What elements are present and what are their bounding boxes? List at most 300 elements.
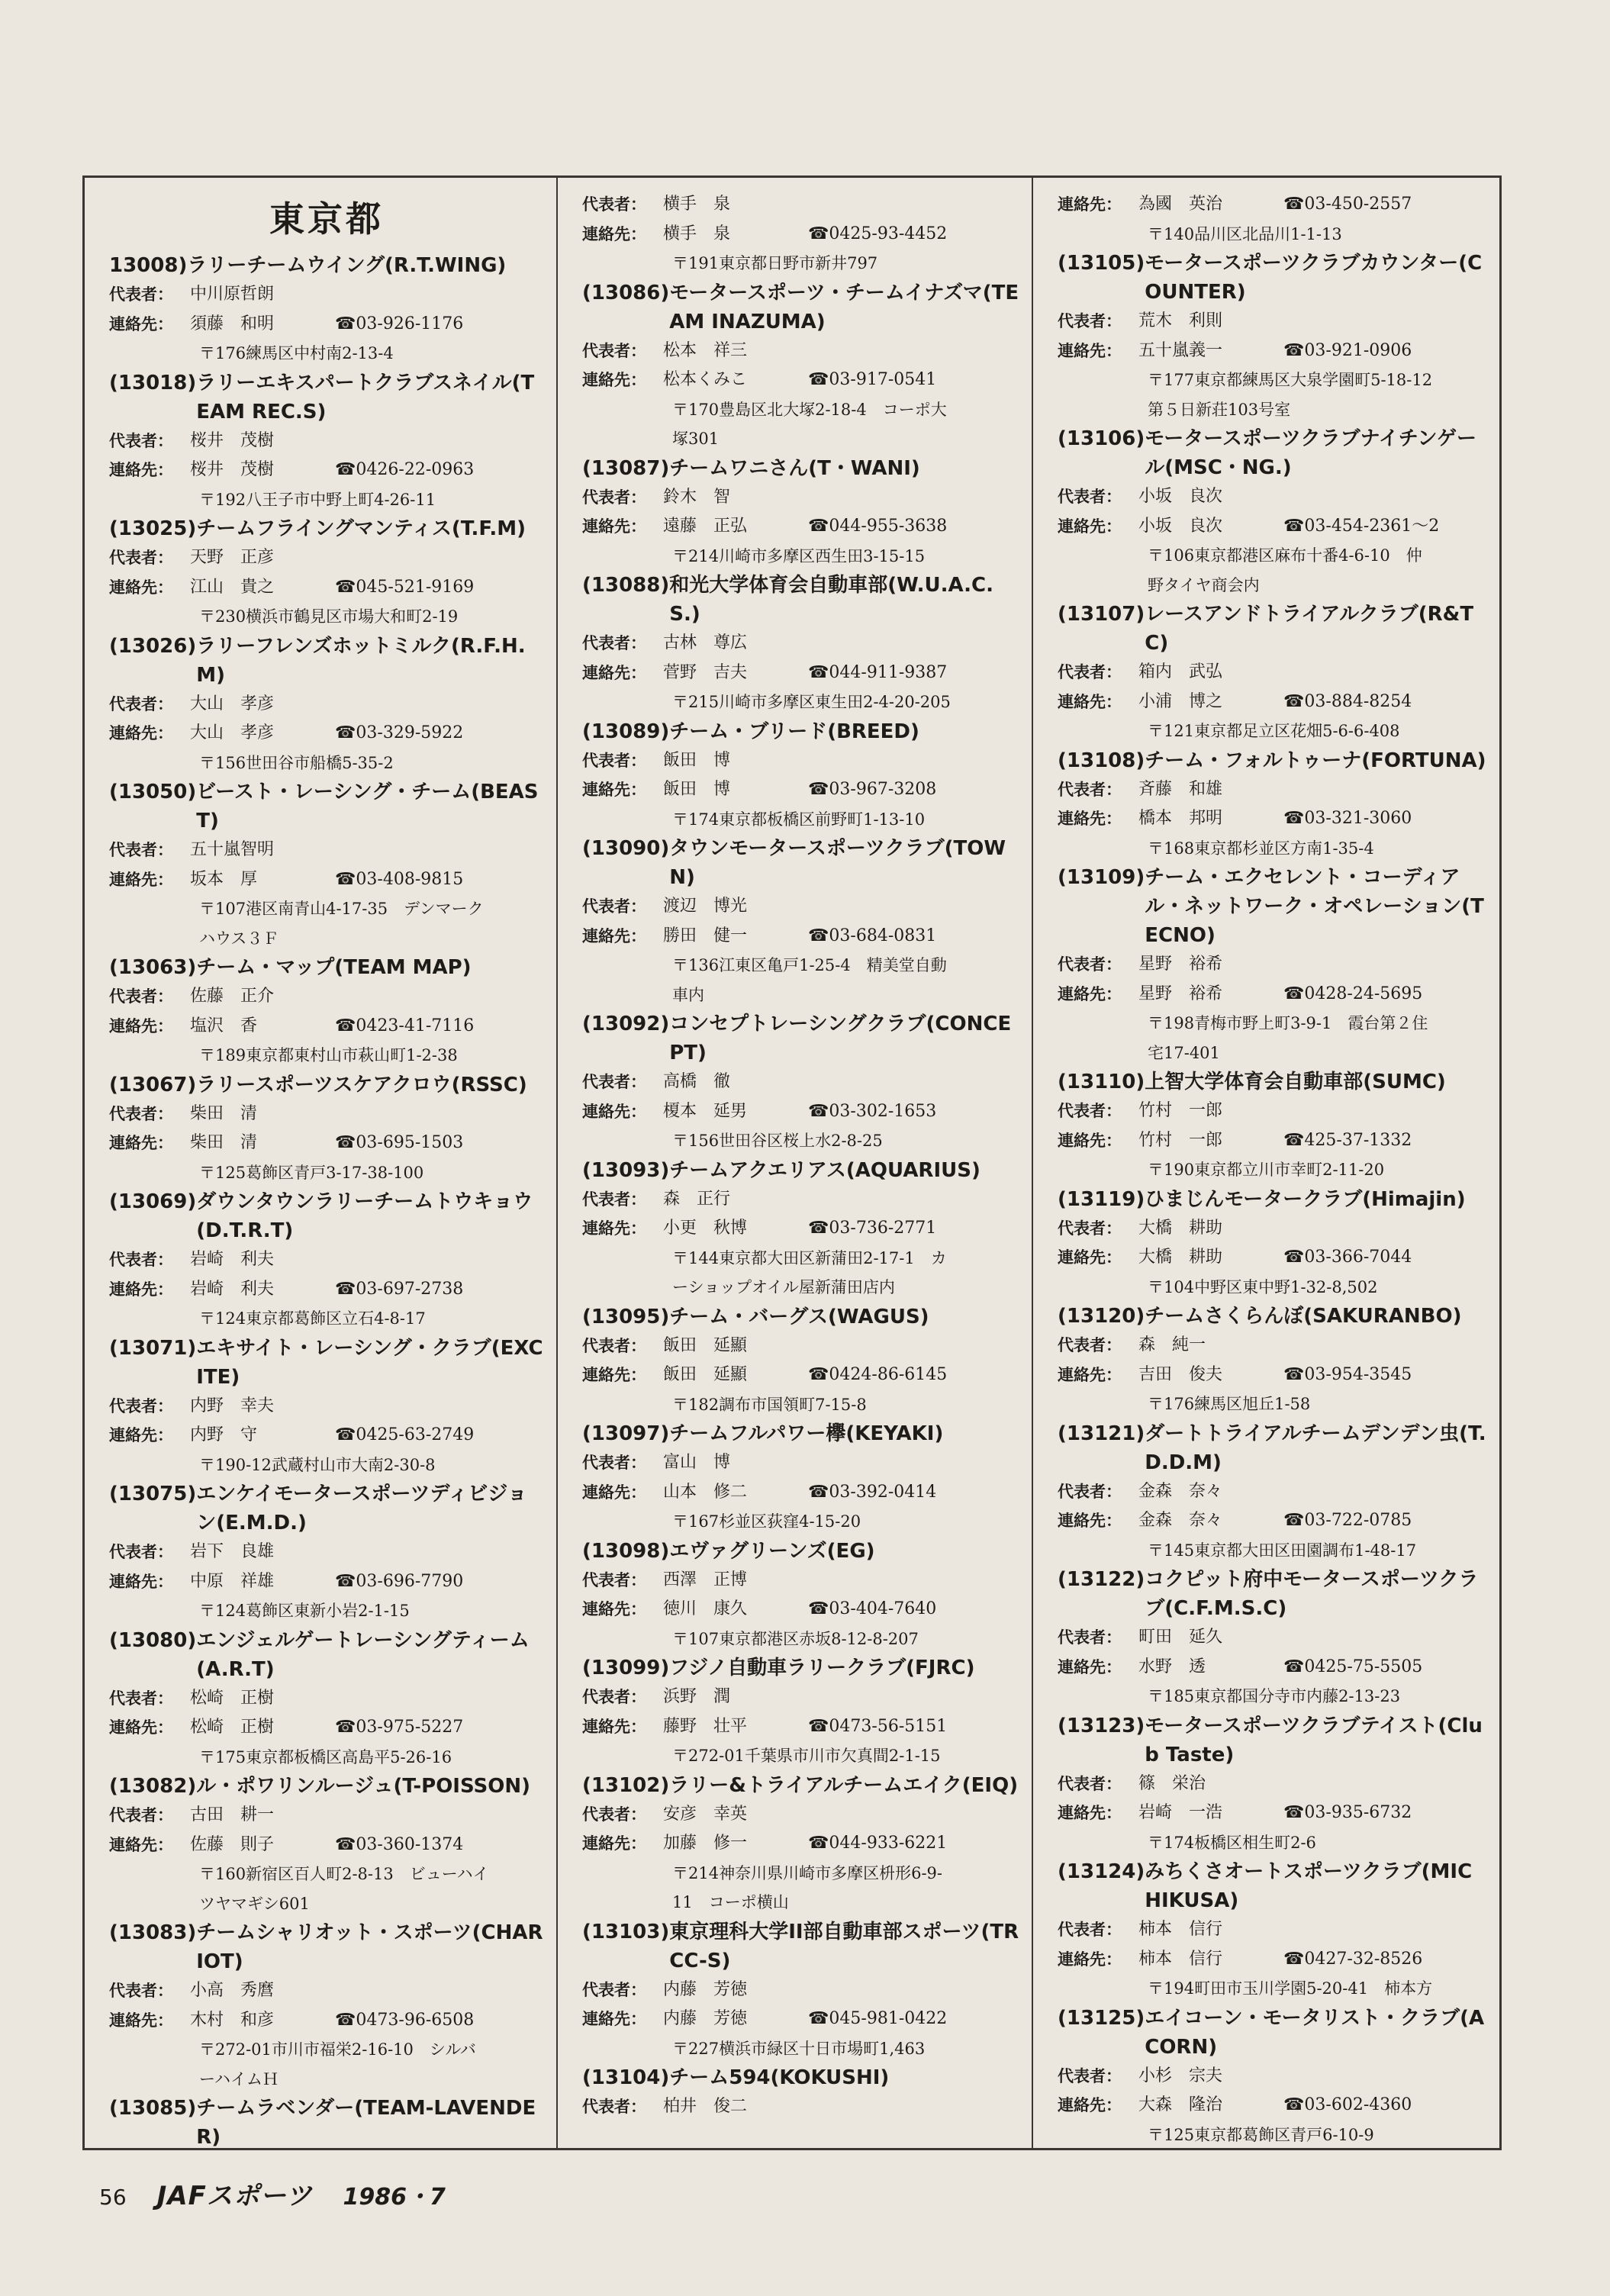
representative-label: 代表者： [109,1251,173,1269]
contact-phone: ☎03-404-7640 [808,1599,937,1618]
club-entry [109,369,544,515]
representative-row [582,1332,1019,1361]
contact-row [109,1713,544,1743]
contact-row [582,775,1019,805]
contact-label: 連絡先： [109,1835,173,1854]
club-heading [109,1480,544,1538]
contact-phone: ☎03-975-5227 [335,1718,464,1737]
club-code: (13124) [1058,1860,1145,1883]
contact-name: 大森 隆治 [1138,2095,1223,2114]
club-name: ダートトライアルチームデンデン虫(T.D.D.M) [1145,1422,1486,1474]
club-entry [109,1071,544,1188]
contact-label: 連絡先： [582,224,646,243]
club-name: ル・ポワリンルージュ(T-POISSON) [196,1775,530,1798]
club-heading [109,514,544,543]
club-entry [582,1537,1019,1654]
representative-name: 大山 孝彦 [190,694,275,713]
club-heading [1058,600,1487,658]
contact-row [109,865,544,895]
club-entry [1058,1712,1487,1858]
club-heading [109,1626,544,1684]
contact-name: 坂本 厚 [190,869,258,889]
contact-row [1058,2091,1487,2120]
contact-row [109,310,544,340]
contact-phone: ☎03-696-7790 [335,1571,464,1591]
representative-label: 代表者： [582,1336,646,1355]
contact-name: 大山 孝彦 [190,723,275,742]
club-heading [109,2094,544,2148]
representative-name: 松崎 正樹 [190,1688,275,1708]
club-name: タウンモータースポーツクラブ(TOWN) [669,837,1006,889]
contact-row [1058,1361,1487,1390]
representative-name: 飯田 博 [663,750,731,770]
contact-row [582,1478,1019,1508]
contact-address: ーハイムＨ [199,2069,279,2088]
representative-name: 高橋 徹 [663,1072,731,1091]
representative-row [582,1566,1019,1596]
contact-address: 〒194町田市玉川学園5-20-41 柿本方 [1148,1979,1433,1998]
representative-name: 柴田 清 [190,1103,258,1123]
club-code: (13109) [1058,866,1145,889]
contact-name: 勝田 健一 [663,926,748,945]
representative-name: 渡辺 博光 [663,897,748,916]
representative-row [109,1100,544,1129]
contact-name: 塩沢 香 [190,1016,258,1035]
representative-row [109,280,544,310]
contact-label: 連絡先： [1058,984,1122,1003]
club-entry [1058,424,1487,600]
contact-address: 〒185東京都国分寺市内藤2-13-23 [1148,1687,1401,1705]
prefecture-title: 東京都 [269,198,384,240]
representative-label: 代表者： [582,634,646,652]
representative-name: 鈴木 智 [663,487,731,507]
representative-label: 代表者： [582,2098,646,2116]
club-name: 東京理科大学II部自動車部スポーツ(TRCC-S) [669,1920,1019,1972]
representative-label: 代表者： [109,1104,173,1123]
representative-row [582,892,1019,922]
contact-address: 〒174東京都板橋区前野町1-13-10 [672,810,926,829]
contact-phone: ☎044-955-3638 [808,517,948,536]
representative-name: 五十嵐智明 [190,840,275,859]
contact-label: 連絡先： [109,724,173,742]
representative-label: 代表者： [582,488,646,507]
representative-name: 西澤 正博 [663,1570,748,1589]
contact-address: 〒191東京都日野市新井797 [672,254,878,272]
contact-row [1058,1126,1487,1156]
contact-label: 連絡先： [1058,1131,1122,1150]
contact-phone: ☎0423-41-7116 [335,1016,475,1035]
club-entry [582,2063,1019,2122]
contact-phone: ☎0426-22-0963 [335,460,475,479]
representative-name: 森 正行 [663,1189,731,1209]
contact-label: 連絡先： [582,517,646,536]
contact-phone: ☎03-926-1176 [335,314,464,333]
contact-address: 〒136江東区亀戸1-25-4 精美堂自動 [672,956,947,974]
club-entry [582,454,1019,572]
representative-label: 代表者： [582,1073,646,1091]
representative-name: 箱内 武弘 [1138,662,1223,681]
contact-label: 連絡先： [582,2010,646,2028]
club-heading [582,717,1019,746]
club-entry [109,778,544,953]
contact-label: 連絡先： [582,1366,646,1384]
contact-name: 飯田 博 [663,780,731,799]
club-heading [109,1334,544,1392]
contact-phone: ☎03-695-1503 [335,1133,464,1152]
club-code: (13026) [109,634,197,658]
representative-row [1058,1214,1487,1244]
club-name: 上智大学体育会自動車部(SUMC) [1145,1071,1446,1093]
contact-row [582,1829,1019,1859]
club-name: チームアクエリアス(AQUARIUS) [669,1158,980,1182]
club-entry [582,717,1019,835]
club-code: (13086) [582,281,670,304]
contact-row [109,573,544,603]
contact-address: 〒174板橋区相生町2-6 [1148,1833,1316,1852]
contact-address: 〒121東京都足立区花畑5-6-6-408 [1148,722,1400,740]
club-heading [109,632,544,690]
club-entry [1058,863,1487,1067]
club-code: (13120) [1058,1305,1145,1328]
club-name: エキサイト・レーシング・クラブ(EXCITE) [196,1336,543,1389]
representative-row [1058,2062,1487,2092]
representative-label: 代表者： [582,341,646,360]
club-entry [109,1918,544,2094]
club-entry [582,1156,1019,1303]
contact-phone: ☎045-521-9169 [335,577,475,597]
club-name: チーム・マップ(TEAM MAP) [196,956,472,979]
contact-phone: ☎03-408-9815 [335,869,464,889]
club-code: (13089) [582,720,670,743]
contact-address: 〒198青梅市野上町3-9-1 霞台第２住 [1148,1014,1428,1032]
contact-name: 松本くみこ [663,370,748,389]
club-name: ラリーチームウイング(R.T.WING) [187,254,507,277]
club-code: (13122) [1058,1568,1145,1591]
contact-name: 竹村 一郎 [1138,1130,1223,1150]
representative-name: 内野 幸夫 [190,1396,275,1415]
contact-address: 〒272-01市川市福栄2-16-10 シルバ [199,2040,476,2059]
club-name: ラリーフレンズホットミルク(R.F.H.M) [196,634,526,687]
contact-name: 木村 和彦 [190,2010,275,2030]
representative-label: 代表者： [582,1688,646,1706]
club-heading [1058,863,1487,950]
contact-row [582,1595,1019,1625]
contact-name: 徳川 康久 [663,1599,748,1618]
club-code: (13092) [582,1013,670,1035]
club-name: エンジェルゲートレーシングティーム(A.R.T) [196,1628,530,1681]
representative-name: 町田 延久 [1138,1628,1223,1647]
club-name: チームさくらんぼ(SAKURANBO) [1145,1305,1462,1328]
representative-row [582,1448,1019,1478]
club-name: チームシャリオット・スポーツ(CHARIOT) [196,1921,543,1973]
contact-label: 連絡先： [109,578,173,597]
club-code: (13018) [109,371,197,394]
club-code: (13050) [109,781,197,803]
club-heading [1058,2004,1487,2062]
club-name: エヴァグリーンズ(EG) [669,1539,875,1563]
contact-phone: ☎0473-56-5151 [808,1716,948,1736]
contact-phone: ☎03-454-2361～2 [1283,516,1440,536]
contact-address: 〒106東京都港区麻布十番4-6-10 仲 [1148,546,1422,565]
contact-row [582,2005,1019,2034]
representative-label: 代表者： [109,841,173,859]
club-code: (13095) [582,1305,670,1328]
representative-name: 古田 耕一 [190,1805,275,1824]
representative-row [109,982,544,1012]
club-entry [109,953,544,1071]
club-heading [582,1537,1019,1566]
contact-address: 〒124東京都葛飾区立石4-8-17 [199,1309,426,1328]
club-name: チームラベンダー(TEAM-LAVENDER) [196,2097,536,2148]
contact-address: 〒156世田谷市船橋5-35-2 [199,753,394,772]
club-heading [582,1771,1019,1800]
page-footer [99,2175,446,2212]
representative-label: 代表者： [1058,663,1122,681]
contact-name: 遠藤 正弘 [663,517,748,536]
contact-address: 〒168東京都杉並区方南1-35-4 [1148,839,1374,858]
contact-name: 小更 秋博 [663,1219,748,1238]
club-code: (13082) [109,1775,197,1798]
contact-phone: ☎0427-32-8526 [1283,1949,1423,1969]
contact-label: 連絡先： [582,1219,646,1238]
representative-row [582,1683,1019,1712]
club-heading [1058,1857,1487,1915]
contact-label: 連絡先： [109,2011,173,2030]
club-name: 和光大学体育会自動車部(W.U.A.C.S.) [669,574,993,626]
contact-address: 〒214川崎市多摩区西生田3-15-15 [672,546,926,565]
representative-label: 代表者： [109,1806,173,1824]
representative-label: 代表者： [582,1980,646,1999]
contact-label: 連絡先： [109,1280,173,1299]
representative-row [109,427,544,456]
representative-name: 小坂 良次 [1138,487,1223,506]
contact-name: 内野 守 [190,1425,258,1444]
club-name: ラリー&トライアルチームエイク(EIQ) [669,1773,1019,1797]
representative-row [582,337,1019,366]
club-code: (13090) [582,837,670,860]
club-entry [582,190,1019,279]
representative-row [1058,1096,1487,1126]
contact-label: 連絡先： [1058,1950,1122,1969]
club-name: コンセプトレーシングクラブ(CONCEPT) [669,1013,1012,1064]
contact-address: 〒170豊島区北大塚2-18-4 コーポ大 [672,400,947,419]
contact-name: 吉田 俊夫 [1138,1364,1223,1384]
club-name: エイコーン・モータリスト・クラブ(ACORN) [1145,2006,1485,2059]
contact-phone: ☎03-917-0541 [808,370,937,389]
contact-label: 連絡先： [1058,195,1122,214]
club-heading [1058,1185,1487,1214]
representative-name: 富山 博 [663,1453,731,1472]
club-code: (13098) [582,1539,670,1563]
contact-phone: ☎044-933-6221 [808,1834,948,1853]
representative-label: 代表者： [1058,780,1122,799]
contact-row [582,659,1019,688]
contact-name: 桜井 茂樹 [190,460,275,479]
contact-row [109,2006,544,2036]
club-heading [109,778,544,836]
representative-label: 代表者： [109,549,173,567]
representative-name: 小杉 宗夫 [1138,2066,1223,2085]
club-code: (13121) [1058,1422,1145,1445]
contact-address: 〒182調布市国領町7-15-8 [672,1395,867,1414]
club-code: (13103) [582,1920,670,1943]
contact-row [582,365,1019,395]
club-code: (13110) [1058,1071,1145,1093]
representative-label: 代表者： [1058,1921,1122,1939]
club-heading [109,1772,544,1801]
contact-row [1058,980,1487,1010]
club-entry [109,632,544,778]
contact-address: 〒107東京都港区赤坂8-12-8-207 [672,1629,919,1648]
club-heading [582,279,1019,337]
issue-date: 1986・7 [343,2184,446,2211]
contact-address: 〒190-12武蔵村山市大南2-30-8 [199,1455,436,1474]
representative-row [582,190,1019,220]
directory-frame [82,176,1502,2150]
club-entry [109,514,544,632]
contact-address: 〒177東京都練馬区大泉学園町5-18-12 [1148,371,1433,389]
club-heading [109,1918,544,1976]
club-entry [582,1771,1019,1918]
club-name: ラリーエキスパートクラブスネイル(TEAM REC.S) [196,371,535,423]
representative-label: 代表者： [1058,1336,1122,1354]
contact-phone: ☎03-602-4360 [1283,2095,1412,2114]
representative-name: 岩下 良雄 [190,1542,275,1561]
representative-name: 柿本 信行 [1138,1920,1223,1939]
club-entry [1058,2004,1487,2149]
club-heading [1058,1712,1487,1769]
representative-name: 松本 祥三 [663,340,748,360]
club-name: ダウンタウンラリーチームトウキョウ(D.T.R.T) [196,1190,533,1242]
contact-address: 〒145東京都大田区田園調布1-48-17 [1148,1541,1417,1560]
contact-address: 野タイヤ商会内 [1148,575,1260,594]
representative-label: 代表者： [582,195,646,214]
club-heading [1058,746,1487,775]
club-entry [1058,1302,1487,1419]
club-entry [1058,1857,1487,2004]
contact-address: 〒160新宿区百人町2-8-13 ビューハイ [199,1865,489,1883]
contact-name: 水野 透 [1138,1657,1206,1676]
club-name: モータースポーツクラブテイスト(Club Taste) [1145,1714,1483,1766]
representative-name: 内藤 芳徳 [663,1979,748,1999]
club-heading [582,1010,1019,1067]
contact-address: 11 コーポ横山 [672,1893,789,1911]
representative-name: 安彦 幸英 [663,1804,748,1824]
club-name: レースアンドトライアルクラブ(R&TC) [1145,603,1474,655]
contact-phone: ☎03-684-0831 [808,926,937,945]
contact-label: 連絡先： [1058,341,1122,360]
club-entry [582,1303,1019,1420]
club-heading [109,1071,544,1100]
contact-address: 〒230横浜市鶴見区市場大和町2-19 [199,607,459,626]
contact-label: 連絡先： [109,1572,173,1591]
contact-row [109,1421,544,1451]
representative-label: 代表者： [1058,955,1122,974]
club-code: (13106) [1058,427,1145,450]
club-name: ビースト・レーシング・チーム(BEAST) [196,781,539,832]
representative-name: 浜野 潤 [663,1687,731,1706]
contact-row [1058,1945,1487,1975]
contact-row [582,220,1019,250]
representative-row [1058,307,1487,337]
contact-row [582,1361,1019,1390]
contact-phone: ☎03-697-2738 [335,1279,464,1299]
representative-row [109,836,544,865]
contact-address: 〒214神奈川県川崎市多摩区枡形6-9- [672,1863,942,1882]
club-code: (13071) [109,1336,197,1360]
club-heading [1058,424,1487,482]
club-heading [582,571,1019,629]
contact-address: 〒124葛飾区東新小岩2-1-15 [199,1602,410,1620]
contact-phone: ☎0428-24-5695 [1283,984,1423,1003]
contact-phone: ☎0473-96-6508 [335,2010,475,2030]
representative-row [582,1800,1019,1830]
representative-row [109,1245,544,1275]
contact-name: 内藤 芳徳 [663,2009,748,2028]
contact-name: 飯田 延顯 [663,1365,748,1384]
contact-phone: ☎03-736-2771 [808,1219,937,1238]
club-heading [582,1918,1019,1976]
club-entry [109,1187,544,1334]
contact-row [1058,190,1487,220]
club-heading [109,1187,544,1245]
club-heading [1058,1419,1487,1477]
contact-address: 宅17-401 [1148,1043,1220,1062]
representative-label: 代表者： [582,1454,646,1472]
contact-name: 加藤 修一 [663,1834,748,1853]
representative-name: 大橋 耕助 [1138,1218,1223,1238]
club-code: (13093) [582,1158,670,1182]
club-entry [582,1010,1019,1156]
contact-row [109,1012,544,1042]
club-code: (13063) [109,956,197,979]
contact-row [1058,804,1487,834]
contact-label: 連絡先： [582,1717,646,1736]
representative-label: 代表者： [1058,1774,1122,1793]
contact-phone: ☎03-935-6732 [1283,1803,1412,1822]
club-heading [582,1654,1019,1683]
contact-name: 藤野 壮平 [663,1716,748,1736]
club-entry [1058,746,1487,864]
contact-address: 〒144東京都大田区新蒲田2-17-1 カ [672,1248,947,1267]
representative-row [1058,775,1487,805]
club-entry [109,1480,544,1626]
contact-label: 連絡先： [1058,2096,1122,2114]
contact-address: 〒107港区南青山4-17-35 デンマーク [199,900,484,918]
contact-row [582,1712,1019,1742]
club-name: コクピット府中モータースポーツクラブ(C.F.M.S.C) [1145,1568,1479,1620]
contact-row [1058,1506,1487,1536]
representative-label: 代表者： [582,1570,646,1589]
contact-phone: ☎03-921-0906 [1283,340,1412,360]
contact-label: 連絡先： [582,926,646,945]
club-code: (13125) [1058,2006,1145,2030]
contact-phone: ☎425-37-1332 [1283,1130,1412,1150]
contact-phone: ☎03-329-5922 [335,723,464,742]
contact-name: 中原 祥雄 [190,1571,275,1591]
contact-row [1058,1798,1487,1828]
contact-label: 連絡先： [109,1426,173,1444]
club-entry [582,279,1019,454]
club-code: (13097) [582,1422,670,1445]
club-name: チームフライングマンティス(T.F.M) [196,517,526,540]
club-heading [582,1303,1019,1332]
representative-row [1058,1331,1487,1361]
contact-name: 小坂 良次 [1138,516,1223,536]
representative-name: 古林 尊広 [663,633,748,652]
representative-name: 中川原哲朗 [190,285,275,304]
representative-row [1058,482,1487,512]
